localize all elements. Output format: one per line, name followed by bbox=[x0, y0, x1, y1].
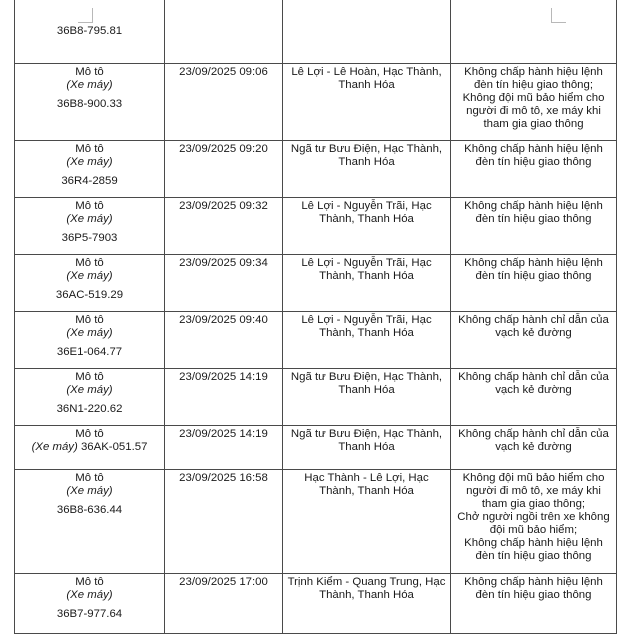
vehicle-subtype: (Xe máy) bbox=[66, 326, 113, 339]
violation-description bbox=[451, 140, 617, 197]
vehicle-cell bbox=[15, 254, 165, 311]
violation-line: Không chấp hành hiệu lệnh đèn tín hiệu giao thông bbox=[464, 256, 603, 282]
vehicle-subtype: (Xe máy) bbox=[66, 383, 113, 396]
violation-location: Ngã tư Bưu Điện, Hạc Thành, Thanh Hóa bbox=[283, 368, 451, 425]
table-row bbox=[15, 254, 617, 311]
table-row bbox=[15, 197, 617, 254]
violation-line: Chở người ngồi trên xe không đội mũ bảo hiểm; bbox=[457, 510, 610, 536]
violation-description bbox=[451, 311, 617, 368]
violation-location: Lê Lợi - Nguyễn Trãi, Hạc Thành, Thanh Hóa bbox=[283, 197, 451, 254]
violation-time: 23/09/2025 09:34 bbox=[165, 254, 283, 311]
violation-description bbox=[451, 469, 617, 573]
license-plate: 36AK-051.57 bbox=[80, 440, 148, 453]
license-plate: 36B8-636.44 bbox=[56, 503, 123, 516]
vehicle-subtype: (Xe máy) bbox=[66, 78, 113, 91]
vehicle-cell bbox=[15, 311, 165, 368]
violation-description bbox=[451, 368, 617, 425]
vehicle-cell bbox=[15, 573, 165, 633]
vehicle-cell bbox=[15, 63, 165, 140]
violations-table-body bbox=[15, 0, 617, 633]
vehicle-type: Mô tô bbox=[75, 199, 104, 212]
violation-time: 23/09/2025 17:00 bbox=[165, 573, 283, 633]
violation-location: Lê Lợi - Lê Hoàn, Hạc Thành, Thanh Hóa bbox=[283, 63, 451, 140]
vehicle-cell bbox=[15, 197, 165, 254]
table-row bbox=[15, 140, 617, 197]
vehicle-type: Mô tô bbox=[75, 370, 104, 383]
violation-location: Lê Lợi - Nguyễn Trãi, Hạc Thành, Thanh Hóa bbox=[283, 311, 451, 368]
vehicle-type: Mô tô bbox=[75, 256, 104, 269]
violation-line: Không chấp hành chỉ dẫn của vạch kẻ đường bbox=[458, 427, 609, 453]
vehicle-cell bbox=[15, 140, 165, 197]
violation-line: Không đội mũ bảo hiểm cho người đi mô tô, xe máy khi tham gia giao thông bbox=[462, 91, 605, 130]
violation-time: 23/09/2025 14:19 bbox=[165, 425, 283, 469]
table-row bbox=[15, 0, 617, 63]
violation-line: Không đội mũ bảo hiểm cho người đi mô tô, xe máy khi tham gia giao thông; bbox=[462, 471, 605, 510]
table-row bbox=[15, 368, 617, 425]
violation-line: Không chấp hành hiệu lệnh đèn tín hiệu giao thông bbox=[464, 142, 603, 168]
license-plate: 36E1-064.77 bbox=[56, 345, 123, 358]
violation-time: 23/09/2025 09:40 bbox=[165, 311, 283, 368]
violation-location: Ngã tư Bưu Điện, Hạc Thành, Thanh Hóa bbox=[283, 425, 451, 469]
violation-location bbox=[283, 0, 451, 63]
table-row bbox=[15, 573, 617, 633]
license-plate: 36B8-795.81 bbox=[56, 25, 123, 37]
violation-description bbox=[451, 425, 617, 469]
vehicle-cell bbox=[15, 425, 165, 469]
vehicle-cell bbox=[15, 0, 165, 63]
violation-description bbox=[451, 63, 617, 140]
vehicle-subtype: (Xe máy) bbox=[66, 588, 113, 601]
license-plate: 36AC-519.29 bbox=[55, 288, 124, 301]
violation-description bbox=[451, 254, 617, 311]
violation-line: Không chấp hành hiệu lệnh đèn tín hiệu giao thông bbox=[464, 199, 603, 225]
vehicle-type: Mô tô bbox=[75, 313, 104, 326]
violations-table bbox=[14, 0, 617, 634]
vehicle-type: Mô tô bbox=[75, 142, 104, 155]
table-row bbox=[15, 311, 617, 368]
violation-time: 23/09/2025 09:06 bbox=[165, 63, 283, 140]
vehicle-subtype: (Xe máy) bbox=[66, 269, 113, 282]
violation-time: 23/09/2025 09:32 bbox=[165, 197, 283, 254]
violation-time: 23/09/2025 09:20 bbox=[165, 140, 283, 197]
vehicle-cell bbox=[15, 368, 165, 425]
table-row bbox=[15, 63, 617, 140]
violation-description bbox=[451, 573, 617, 633]
vehicle-subtype: (Xe máy) bbox=[66, 484, 113, 497]
violation-location: Hạc Thành - Lê Lợi, Hạc Thành, Thanh Hóa bbox=[283, 469, 451, 573]
license-plate: 36P5-7903 bbox=[61, 231, 118, 244]
vehicle-cell bbox=[15, 469, 165, 573]
violation-location: Lê Lợi - Nguyễn Trãi, Hạc Thành, Thanh Hóa bbox=[283, 254, 451, 311]
vehicle-subtype: (Xe máy) bbox=[31, 440, 78, 453]
violation-line: Không chấp hành hiệu lệnh đèn tín hiệu giao thông bbox=[464, 575, 603, 601]
vehicle-subtype: (Xe máy) bbox=[66, 155, 113, 168]
table-row bbox=[15, 469, 617, 573]
violation-description bbox=[451, 0, 617, 63]
license-plate: 36R4-2859 bbox=[61, 174, 118, 187]
violation-description bbox=[451, 197, 617, 254]
violation-line: Không chấp hành chỉ dẫn của vạch kẻ đường bbox=[458, 313, 609, 339]
vehicle-subtype: (Xe máy) bbox=[66, 212, 113, 225]
violation-location: Ngã tư Bưu Điện, Hạc Thành, Thanh Hóa bbox=[283, 140, 451, 197]
violation-time: 23/09/2025 14:19 bbox=[165, 368, 283, 425]
license-plate: 36N1-220.62 bbox=[56, 402, 123, 415]
table-row bbox=[15, 425, 617, 469]
vehicle-type: Mô tô bbox=[75, 471, 104, 484]
vehicle-type: Mô tô bbox=[75, 575, 104, 588]
violation-line: Không chấp hành chỉ dẫn của vạch kẻ đường bbox=[458, 370, 609, 396]
violation-location: Trịnh Kiểm - Quang Trung, Hạc Thành, Thanh Hóa bbox=[283, 573, 451, 633]
violation-time: 23/09/2025 16:58 bbox=[165, 469, 283, 573]
violation-line: Không chấp hành hiệu lệnh đèn tín hiệu giao thông; bbox=[464, 65, 603, 91]
violation-line: Không chấp hành hiệu lệnh đèn tín hiệu giao thông bbox=[464, 536, 603, 562]
violation-time bbox=[165, 0, 283, 63]
license-plate: 36B8-900.33 bbox=[56, 97, 123, 110]
vehicle-type: Mô tô bbox=[75, 65, 104, 78]
license-plate: 36B7-977.64 bbox=[56, 607, 123, 620]
vehicle-type: Mô tô bbox=[75, 427, 104, 440]
